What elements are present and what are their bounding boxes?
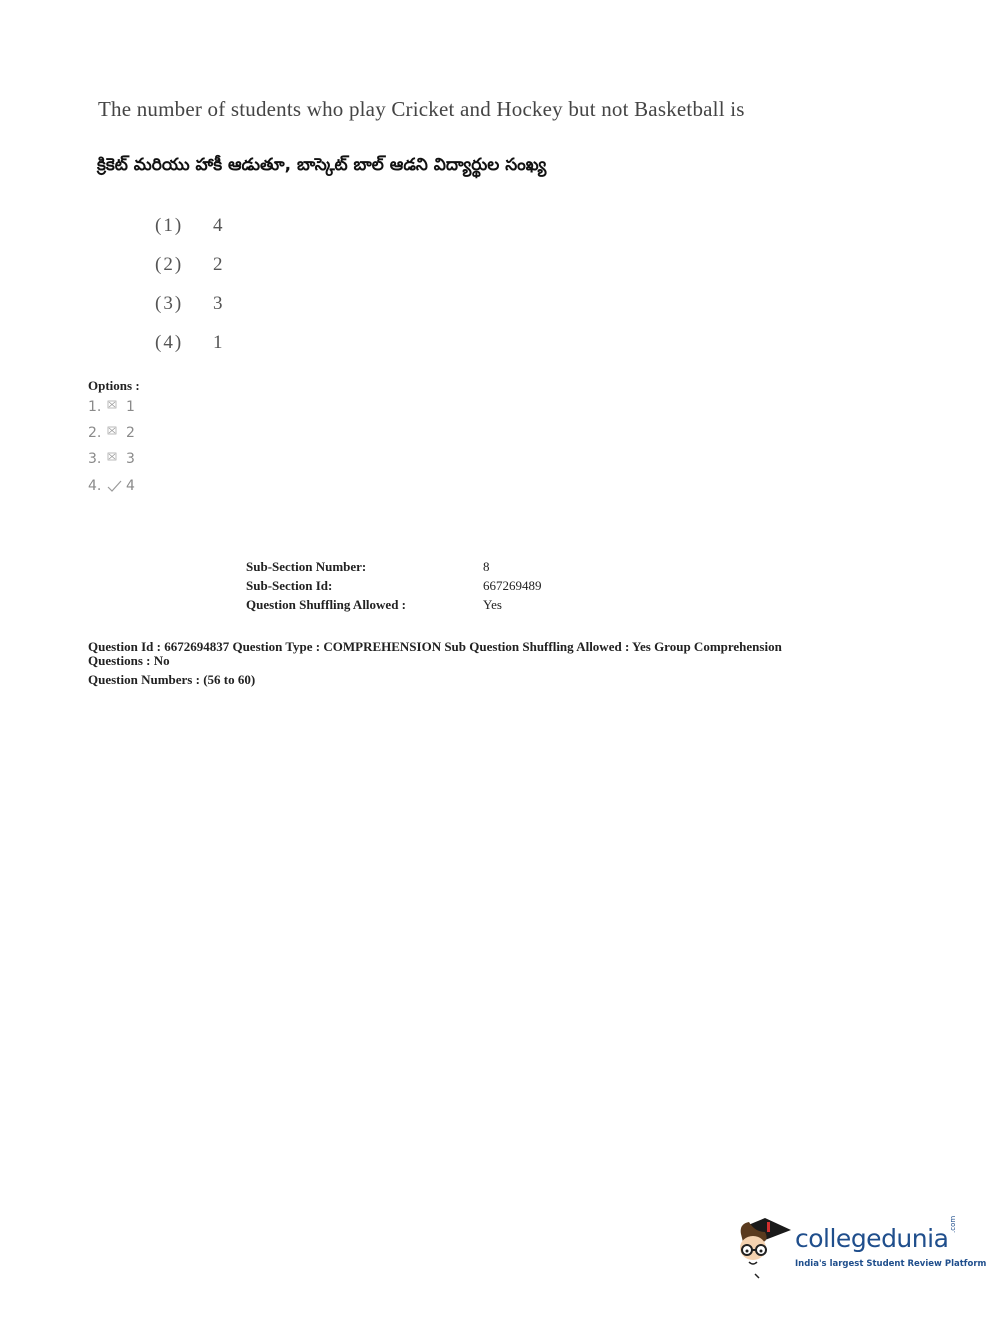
option-number: 4.	[88, 478, 102, 494]
subsection-number-value: 8	[483, 559, 490, 574]
question-text-telugu: క్రికెట్ మరియు హాకీ ఆడుతూ, బాస్కెట్ బాల్ ఆడని విద్యార్థుల సంఖ్య	[97, 155, 547, 175]
logo-wordmark: collegedunia	[795, 1224, 949, 1253]
subsection-id-value: 667269489	[483, 578, 542, 593]
option-value: 3	[126, 451, 135, 467]
check-icon	[106, 479, 122, 493]
choice-3	[155, 293, 223, 315]
option-value: 1	[126, 399, 135, 415]
cross-icon	[106, 426, 122, 440]
choice-value: 4	[213, 215, 223, 236]
option-number: 1.	[88, 399, 102, 415]
subsection-number-label: Sub-Section Number:	[246, 559, 367, 574]
option-number: 3.	[88, 451, 102, 467]
question-shuffling-label: Question Shuffling Allowed :	[246, 597, 407, 612]
choice-value: 1	[213, 332, 223, 353]
choice-1	[155, 215, 223, 237]
mascot-icon	[735, 1210, 795, 1280]
cross-icon	[106, 452, 122, 466]
choice-number: (3)	[155, 293, 184, 314]
option-value: 4	[126, 478, 135, 494]
options-title: Options :	[88, 378, 140, 393]
option-2	[88, 425, 135, 441]
question-info-line-2: Questions : No	[88, 653, 170, 668]
option-1	[88, 399, 135, 415]
choice-4	[155, 332, 223, 354]
question-shuffling-value: Yes	[483, 597, 502, 612]
logo-dotcom: .com	[949, 1215, 957, 1233]
question-info-line: Question Id : 6672694837 Question Type : COMPREHENSION Sub Question Shuffling Allowed : Yes Group Comprehension	[88, 639, 782, 654]
option-4	[88, 478, 135, 494]
option-3	[88, 451, 135, 467]
choice-number: (2)	[155, 254, 184, 275]
choice-number: (4)	[155, 332, 184, 353]
cross-icon	[106, 400, 122, 414]
choice-value: 3	[213, 293, 223, 314]
choice-value: 2	[213, 254, 223, 275]
subsection-id-label: Sub-Section Id:	[246, 578, 333, 593]
choice-number: (1)	[155, 215, 184, 236]
question-numbers: Question Numbers : (56 to 60)	[88, 672, 256, 687]
option-number: 2.	[88, 425, 102, 441]
question-text-english: The number of students who play Cricket and Hockey but not Basketball is	[98, 97, 745, 121]
logo-tagline: India's largest Student Review Platform	[795, 1259, 987, 1269]
choice-2	[155, 254, 223, 276]
option-value: 2	[126, 425, 135, 441]
